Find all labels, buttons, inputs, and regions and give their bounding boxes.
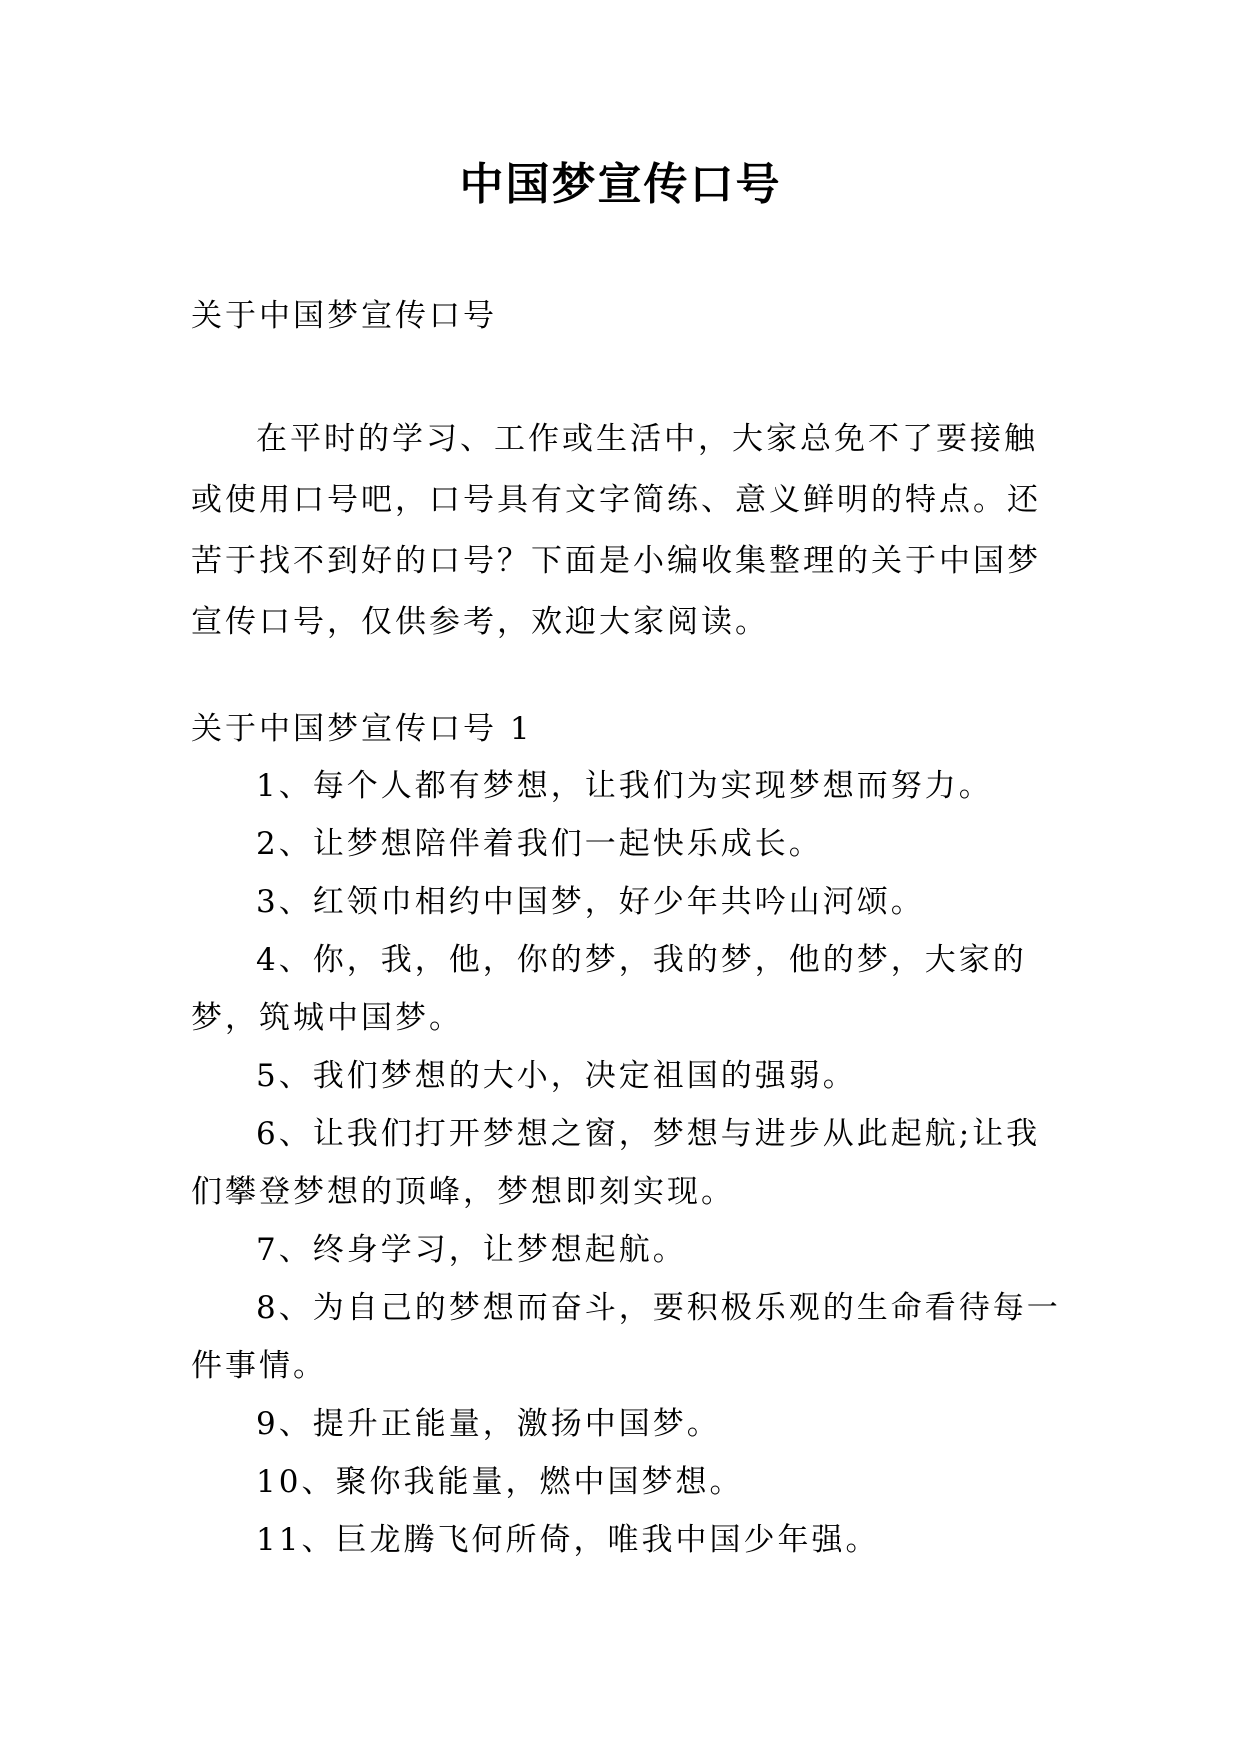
intro-paragraph: 在平时的学习、工作或生活中，大家总免不了要接触或使用口号吧，口号具有文字简练、意义鲜明的特点。还苦于找不到好的口号？下面是小编收集整理的关于中国梦宣传口号，仅供参考，欢迎大家阅读。 <box>191 421 1041 640</box>
slogan-item: 1、每个人都有梦想，让我们为实现梦想而努力。 <box>256 768 993 804</box>
section-heading: 关于中国梦宣传口号 1 <box>191 711 533 747</box>
slogan-item: 5、我们梦想的大小，决定祖国的强弱。 <box>256 1058 857 1094</box>
slogan-item: 6、让我们打开梦想之窗，梦想与进步从此起航;让我们攀登梦想的顶峰，梦想即刻实现。 <box>191 1116 1041 1210</box>
document-subtitle: 关于中国梦宣传口号 <box>191 298 497 334</box>
slogan-item: 3、红领巾相约中国梦，好少年共吟山河颂。 <box>256 884 925 920</box>
slogan-item: 8、为自己的梦想而奋斗，要积极乐观的生命看待每一件事情。 <box>191 1290 1061 1384</box>
slogan-item: 9、提升正能量，激扬中国梦。 <box>256 1406 721 1442</box>
document-title: 中国梦宣传口号 <box>459 159 782 210</box>
slogan-item: 11、巨龙腾飞何所倚，唯我中国少年强。 <box>256 1522 880 1558</box>
slogan-item: 2、让梦想陪伴着我们一起快乐成长。 <box>256 826 823 862</box>
slogan-list <box>191 757 1071 1569</box>
slogan-item: 4、你，我，他，你的梦，我的梦，他的梦，大家的梦，筑城中国梦。 <box>191 942 1027 1036</box>
slogan-item: 7、终身学习，让梦想起航。 <box>256 1232 687 1268</box>
slogan-item: 10、聚你我能量，燃中国梦想。 <box>256 1464 744 1500</box>
